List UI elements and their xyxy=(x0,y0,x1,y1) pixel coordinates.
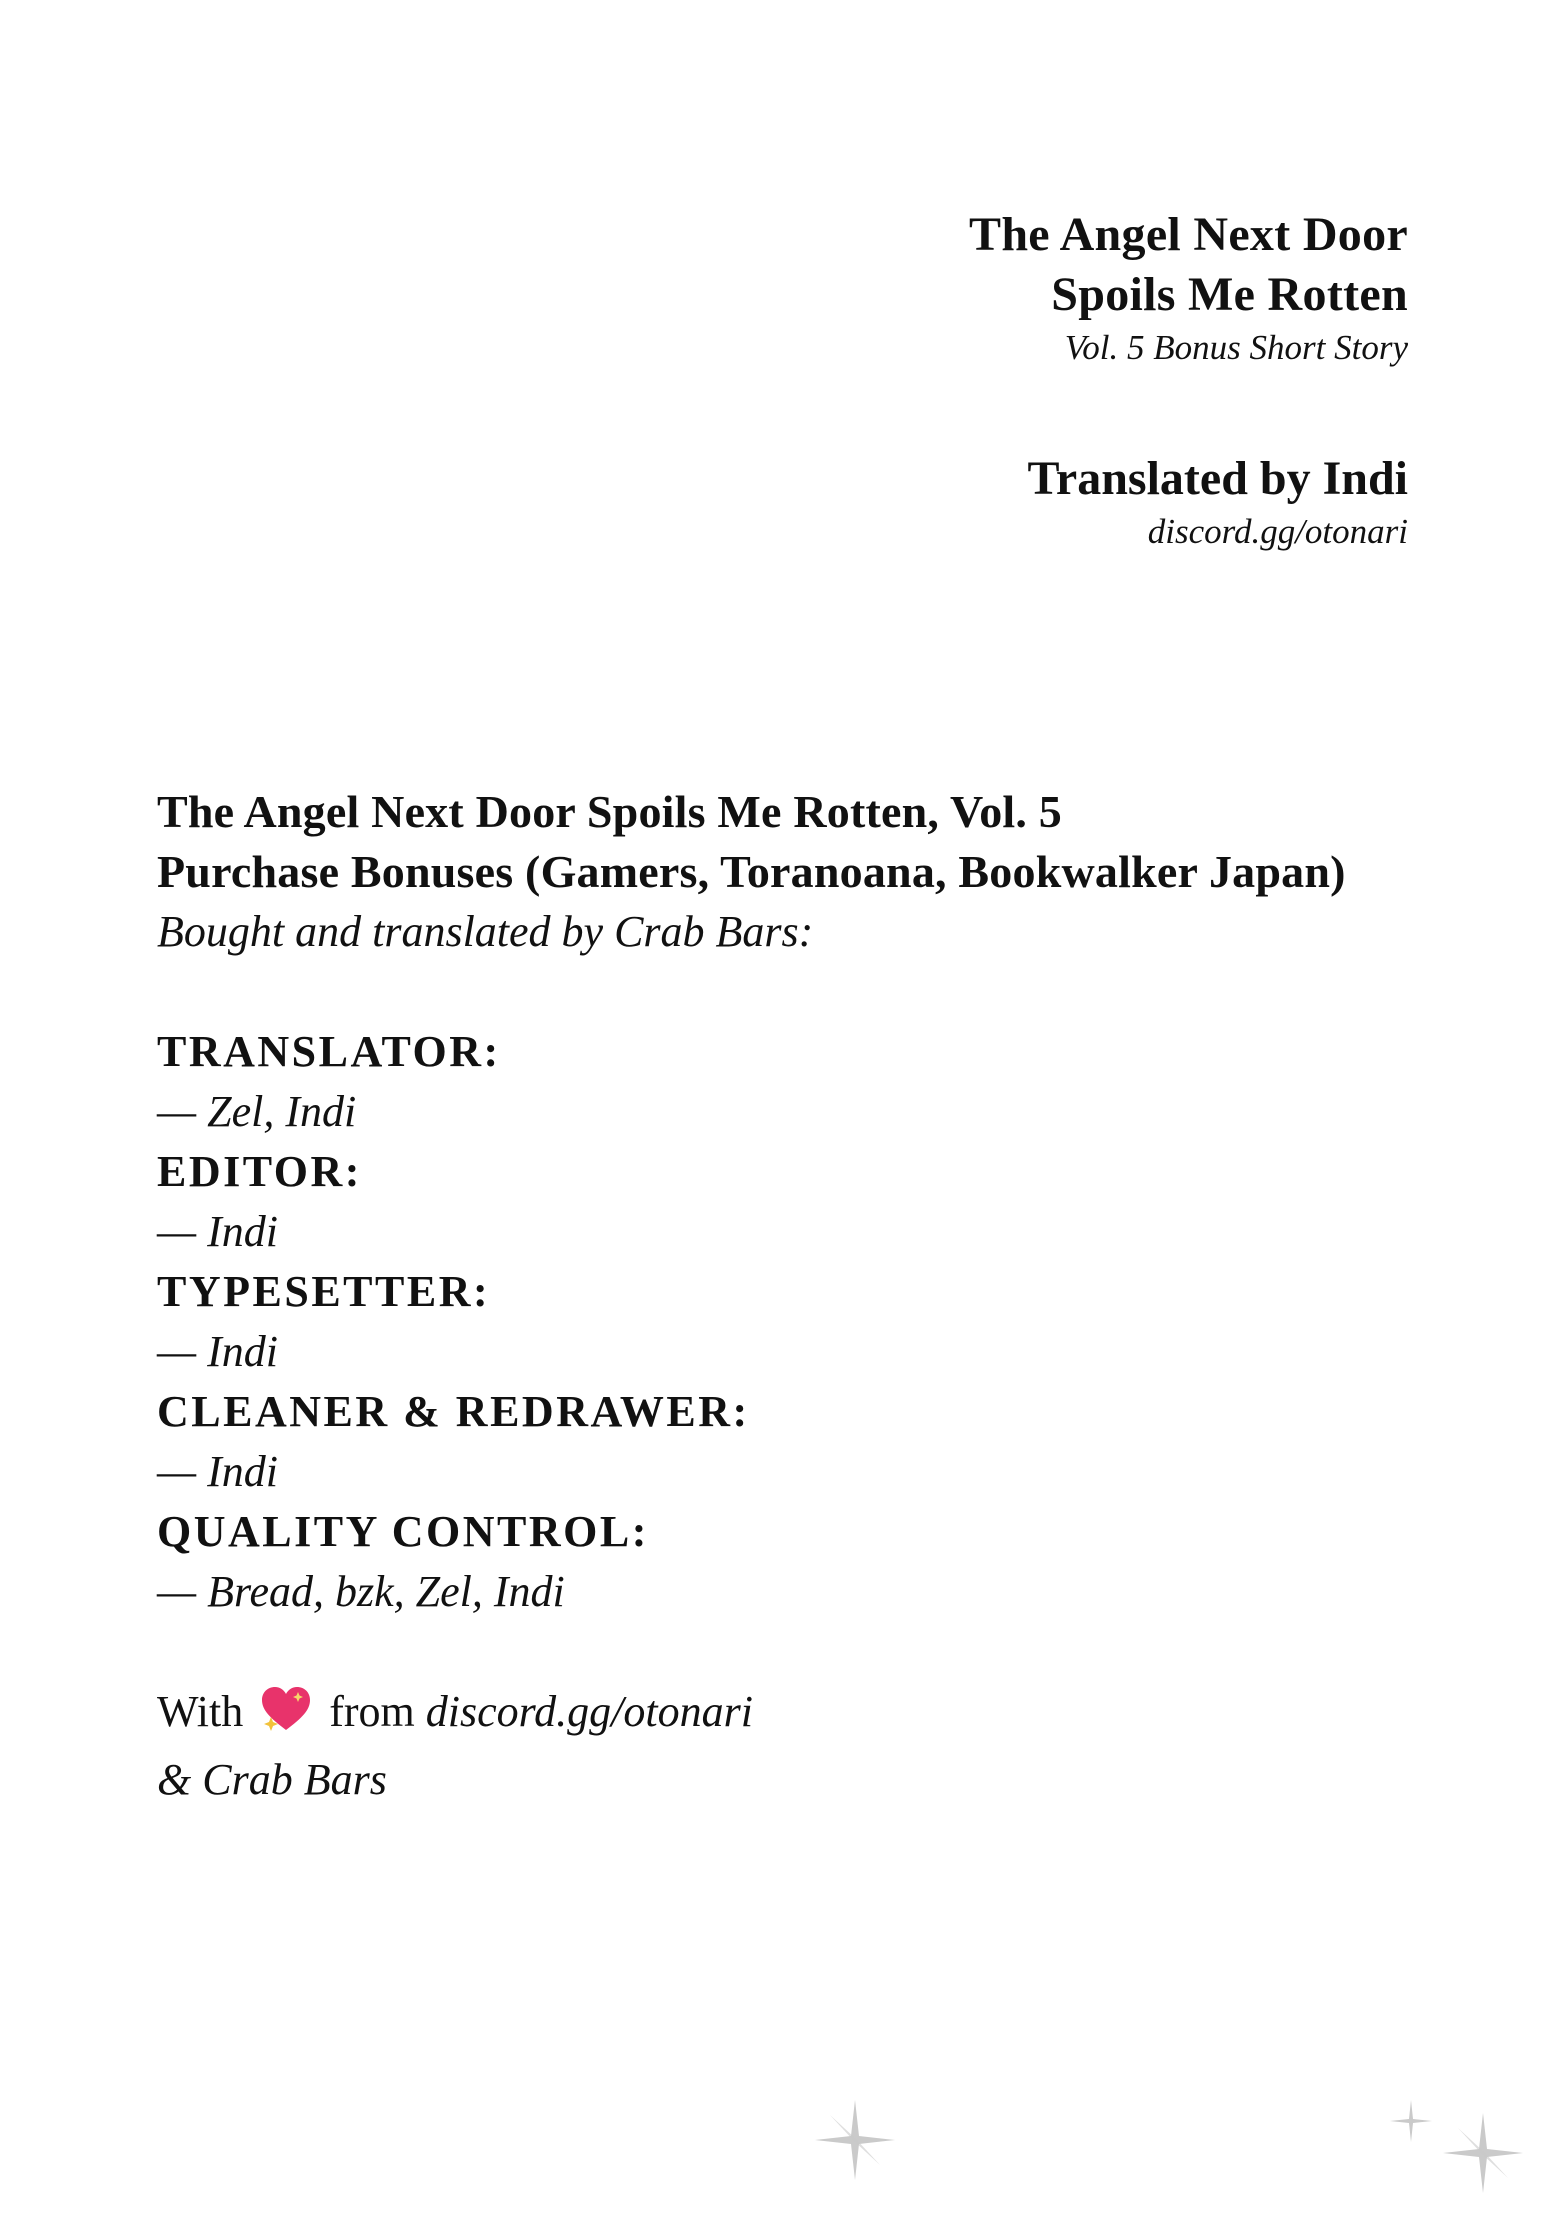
header-block xyxy=(648,205,1408,555)
discord-link[interactable]: discord.gg/otonari xyxy=(1147,512,1408,551)
sparkle-decoration-right-small xyxy=(1388,2098,1434,2144)
main-block xyxy=(157,782,1457,1810)
role-heading-cleaner: CLEANER & REDRAWER: xyxy=(157,1387,750,1436)
sparkle-decoration-left xyxy=(810,2095,900,2185)
title-line-2: Spoils Me Rotten xyxy=(1051,268,1408,321)
title-line-1: The Angel Next Door xyxy=(969,208,1408,261)
outro-line-1 xyxy=(157,1682,1457,1750)
outro-with: With xyxy=(157,1687,244,1736)
outro-line-2: & Crab Bars xyxy=(157,1755,387,1804)
role-heading-qc: QUALITY CONTROL: xyxy=(157,1507,649,1556)
role-heading-editor: EDITOR: xyxy=(157,1147,362,1196)
outro-discord-link[interactable]: discord.gg/otonari xyxy=(425,1687,753,1736)
outro-from: from xyxy=(329,1687,415,1736)
book-title: The Angel Next Door Spoils Me Rotten, Vol. 5 xyxy=(157,786,1062,837)
staff-credits xyxy=(157,1022,1457,1622)
role-names-typesetter: — Indi xyxy=(157,1327,278,1376)
role-names-translator: — Zel, Indi xyxy=(157,1087,357,1136)
purchase-bonuses: Purchase Bonuses (Gamers, Toranoana, Bookwalker Japan) xyxy=(157,846,1346,897)
translator-credit: Translated by Indi xyxy=(1027,452,1408,505)
role-heading-translator: TRANSLATOR: xyxy=(157,1027,501,1076)
sparkle-decoration-right xyxy=(1438,2108,1528,2198)
role-heading-typesetter: TYPESETTER: xyxy=(157,1267,491,1316)
outro xyxy=(157,1682,1457,1810)
role-names-editor: — Indi xyxy=(157,1207,278,1256)
role-names-qc: — Bread, bzk, Zel, Indi xyxy=(157,1567,565,1616)
subtitle: Vol. 5 Bonus Short Story xyxy=(1064,328,1408,367)
bought-by-line: Bought and translated by Crab Bars: xyxy=(157,907,814,956)
sparkling-heart-icon xyxy=(260,1686,312,1750)
role-names-cleaner: — Indi xyxy=(157,1447,278,1496)
